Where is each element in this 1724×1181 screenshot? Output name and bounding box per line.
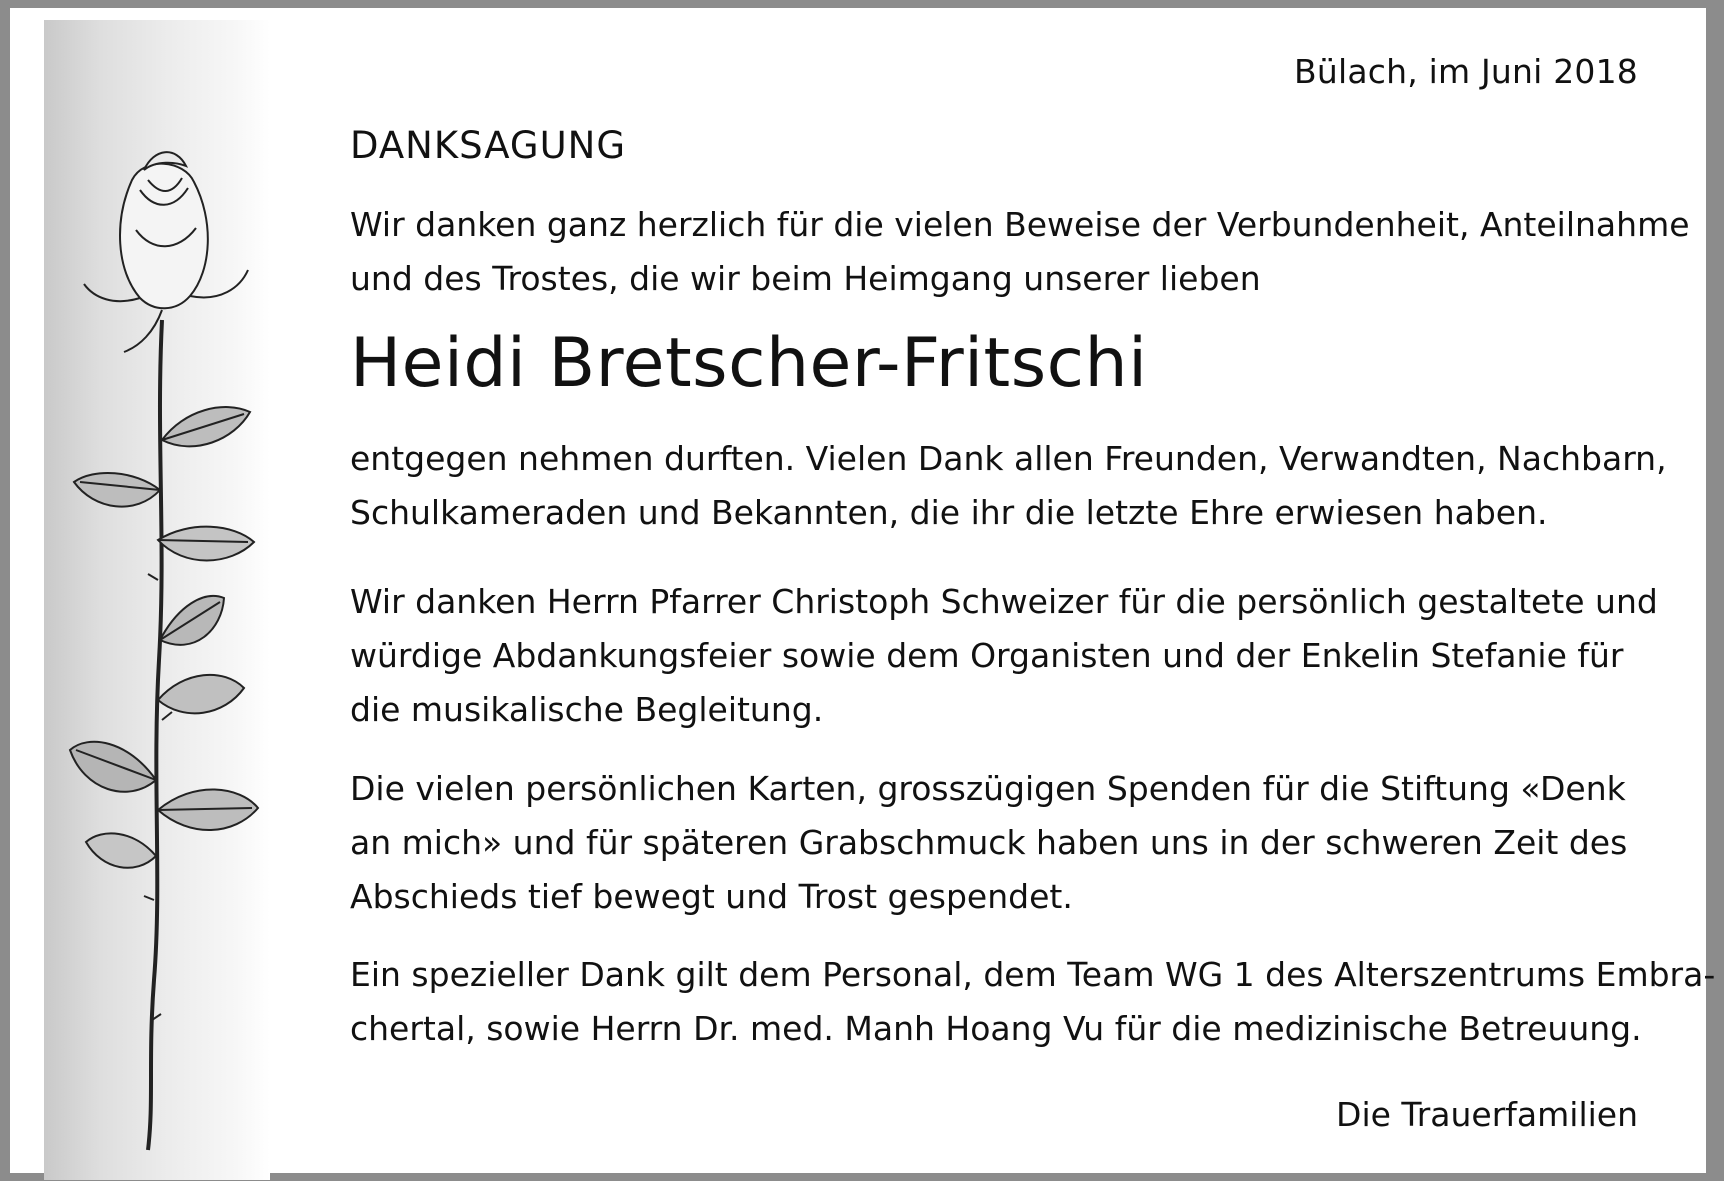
rose-icon bbox=[44, 20, 270, 1180]
deceased-name: Heidi Bretscher-Fritschi bbox=[350, 324, 1148, 403]
paragraph-thanks-pastor bbox=[350, 575, 1658, 737]
paragraph-line: Ein spezieller Dank gilt dem Personal, dem Team WG 1 des Alterszentrums Embra- bbox=[350, 955, 1716, 994]
paragraph-thanks-cards bbox=[350, 762, 1638, 924]
intro-paragraph bbox=[350, 198, 1690, 306]
paragraph-line: an mich» und für späteren Grabschmuck haben uns in der schweren Zeit des bbox=[350, 823, 1628, 862]
heading: DANKSAGUNG bbox=[350, 124, 627, 167]
intro-line: und des Trostes, die wir beim Heimgang unserer lieben bbox=[350, 259, 1261, 298]
paragraph-line: die musikalische Begleitung. bbox=[350, 690, 824, 729]
paragraph-line: Die vielen persönlichen Karten, grosszügigen Spenden für die Stiftung «Denk bbox=[350, 769, 1626, 808]
paragraph-thanks-staff bbox=[350, 948, 1716, 1056]
place-date: Bülach, im Juni 2018 bbox=[1294, 52, 1638, 91]
paragraph-line: Schulkameraden und Bekannten, die ihr die letzte Ehre erwiesen haben. bbox=[350, 493, 1548, 532]
paragraph-line: Wir danken Herrn Pfarrer Christoph Schweizer für die persönlich gestaltete und bbox=[350, 582, 1658, 621]
paragraph-line: entgegen nehmen durften. Vielen Dank allen Freunden, Verwandten, Nachbarn, bbox=[350, 439, 1667, 478]
paragraph-thanks-friends bbox=[350, 432, 1667, 540]
paragraph-line: Abschieds tief bewegt und Trost gespendet. bbox=[350, 877, 1073, 916]
signoff: Die Trauerfamilien bbox=[1336, 1095, 1638, 1134]
rose-illustration-panel bbox=[44, 20, 270, 1180]
paragraph-line: würdige Abdankungsfeier sowie dem Organisten und der Enkelin Stefanie für bbox=[350, 636, 1624, 675]
paragraph-line: chertal, sowie Herrn Dr. med. Manh Hoang Vu für die medizinische Betreuung. bbox=[350, 1009, 1642, 1048]
intro-line: Wir danken ganz herzlich für die vielen Beweise der Verbundenheit, Anteilnahme bbox=[350, 205, 1690, 244]
